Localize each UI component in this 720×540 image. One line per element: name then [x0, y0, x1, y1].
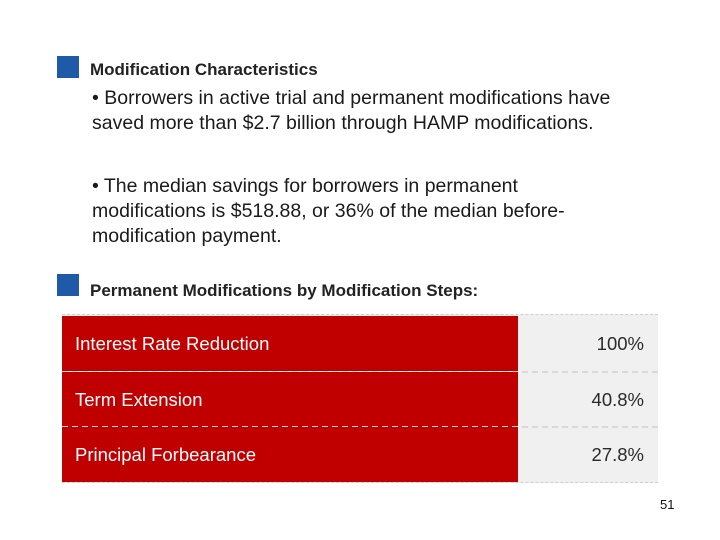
section-marker-square	[57, 56, 79, 78]
row-value: 100%	[596, 333, 644, 354]
page-number: 51	[660, 497, 675, 512]
row-value: 40.8%	[591, 389, 644, 410]
row-value: 27.8%	[591, 444, 644, 465]
section-heading-modification-steps: Permanent Modifications by Modification Steps:	[90, 281, 479, 300]
section-marker-square	[57, 274, 79, 296]
section-heading-modification-characteristics: Modification Characteristics	[90, 60, 318, 79]
table-row	[62, 316, 658, 371]
row-label: Interest Rate Reduction	[62, 316, 518, 371]
bullet-text-savings-total: • Borrowers in active trial and permanent modifications have saved more than $2.7 billion through HAMP modifications.	[92, 87, 611, 134]
table-row	[62, 427, 658, 482]
bullet-text-median-savings: • The median savings for borrowers in permanent modifications is $518.88, or 36% of the median before-modification payment.	[92, 175, 565, 247]
table-row	[62, 372, 658, 427]
row-label: Term Extension	[62, 372, 518, 427]
row-label: Principal Forbearance	[62, 427, 518, 482]
modification-steps-table	[62, 314, 658, 483]
